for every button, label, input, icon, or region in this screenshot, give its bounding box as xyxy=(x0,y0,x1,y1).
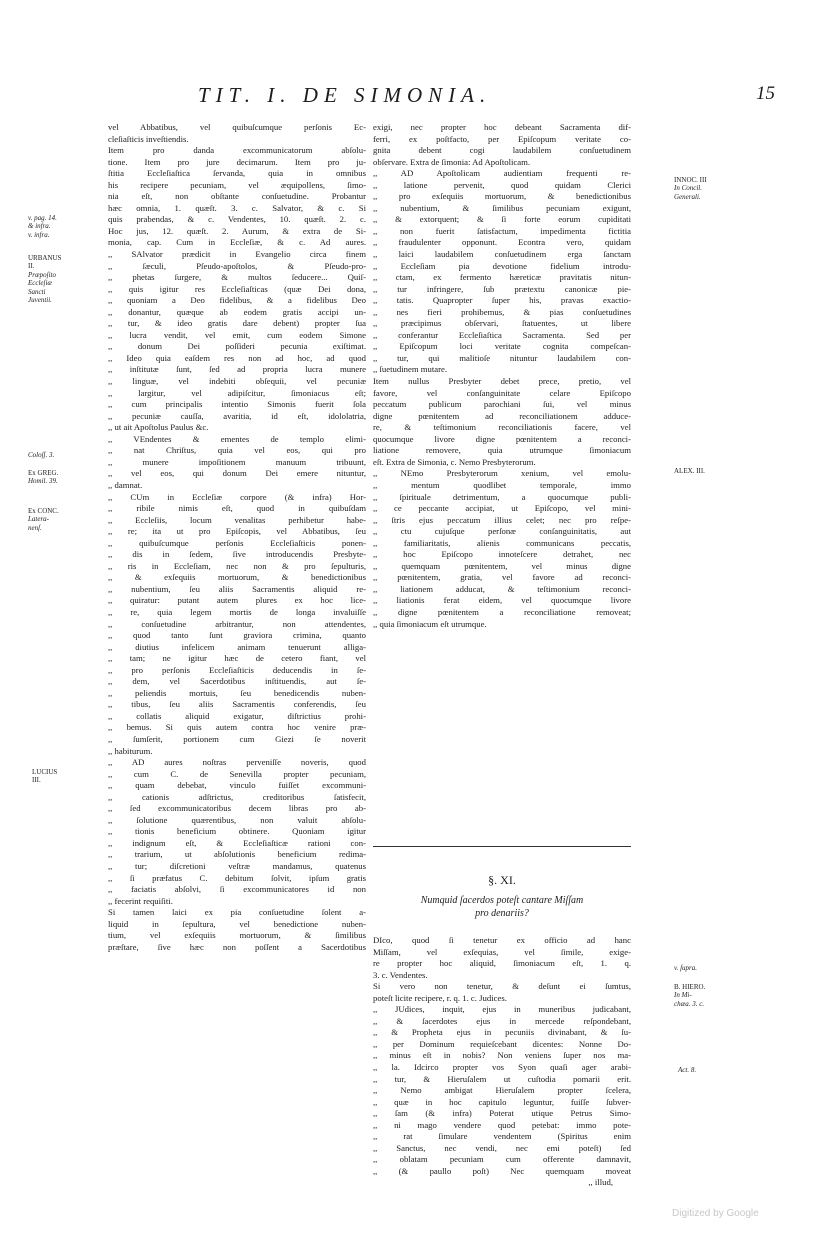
text-line: ,, largitur, vel adipiſcitur, ſimoniacus eſt; xyxy=(108,387,366,398)
text-line: ,, mentum quodlibet temporale, immo xyxy=(373,479,631,490)
text-line: ,, ribile nimis eſt, quod in quibuſdam xyxy=(108,503,366,514)
text-line: ,, tam; ne igitur hæc de cetero fiant, vel xyxy=(108,653,366,664)
text-line: ,, quæ in hoc capitulo leguntur, fuiſſe ſubver- xyxy=(373,1096,631,1107)
text-line: ,, pecuniæ cauſſa, avaritia, id eſt, idololatria, xyxy=(108,410,366,421)
text-line: ,, tibus, ſeu aliis Sacramentis conferendis, ſeu xyxy=(108,699,366,710)
text-line: ,, AD aures noſtras perveniſſe noveris, quod xyxy=(108,757,366,768)
text-line: ,, fecerint requiſiti. xyxy=(108,895,173,906)
text-line: ,, pro exſequiis mortuorum, & benedictionibus xyxy=(373,191,631,202)
text-line: ,, re, quia legem mortis de longa invaluiſſe xyxy=(108,606,366,617)
text-line: ,, & exſequiis mortuorum, & benedictionibus xyxy=(108,572,366,583)
section-heading: §. XI. xyxy=(488,873,516,887)
text-line: ,, nat Chriſtus, quia vel eos, qui pro xyxy=(108,445,366,456)
text-line: ,, quemquam pœnitentem, vel minus digne xyxy=(373,560,631,571)
text-line: ,, inſtitutæ ſunt, ſed ad propria lucra munere xyxy=(108,364,366,375)
text-line: eſt. Extra de Simonia, c. Nemo Presbyterorum. xyxy=(373,456,536,467)
text-line: ,, re; ita ut pro Epiſcopis, vel Abbatibus, ſeu xyxy=(108,526,366,537)
text-line: liatione removere, quia utrumque ſimoniacum xyxy=(373,445,631,456)
text-line: ,, ut ait Apoſtolus Paulus &c. xyxy=(108,422,209,433)
margin-note-supra: v. ſupra. xyxy=(674,964,698,972)
text-line: ,, indignum eſt, & Eccleſiaſticæ rationi con- xyxy=(108,837,366,848)
text-line: ,, & Propheta ejus in pecuniis divinabant, & ſu- xyxy=(373,1027,631,1038)
text-line: ,, nubentium, & ſimilibus pecuniam exigunt, xyxy=(373,202,631,213)
text-line: ,, ſumſerit, portionem cum Giezi ſe noverit xyxy=(108,733,366,744)
text-line: ,, AD Apoſtolicam audientiam frequenti re- xyxy=(373,168,631,179)
text-line: ,, & ſacerdotes ejus in mercede reſpondebant, xyxy=(373,1015,631,1026)
text-line: quis prabendas, & c. Vendentes, 10. quæſt. 2. c. xyxy=(108,214,366,225)
text-line: ,, laici laudabilem conſuetudinem erga ſanctam xyxy=(373,249,631,260)
text-line: ,, habiturum. xyxy=(108,745,153,756)
text-line: re propter hoc aliquid, ſimoniacum eſt, 1. q. xyxy=(373,958,631,969)
text-line: liquid in ſepultura, vel benedictione nuben- xyxy=(108,918,366,929)
text-line: ,, NEmo Presbyterorum xenium, vel emolu- xyxy=(373,468,631,479)
text-line: ,, minus eſt in nobis? Non veniens ſuper nos ma- xyxy=(373,1050,631,1061)
text-line: ,, donum Dei poſſideri pecunia exiſtimat. xyxy=(108,341,366,352)
text-line: Si vero non tenetur, & deſunt ei ſumtus, xyxy=(373,981,631,992)
digitization-watermark: Digitized by Google xyxy=(672,1208,759,1219)
text-line: ,, VEndentes & ementes de templo elimi- xyxy=(108,433,366,444)
text-line: nia eſt, non obſtante conſuetudine. Probantur xyxy=(108,191,366,202)
section-question xyxy=(373,894,631,920)
text-line: hæc omnia, 1. quæſt. 3. c. Salvator, & c. Si xyxy=(108,202,366,213)
text-line: ,, digne pœnitentem a reconciliatione removeat; xyxy=(373,606,631,617)
text-line: ,, collatis aliquid exigatur, diſtrictius prohi- xyxy=(108,710,366,721)
text-line: ,, tur, qui malitioſe nituntur laudabilem con- xyxy=(373,352,631,363)
text-line: ,, ctam, ex fermento hæreticæ pravitatis nitun- xyxy=(373,272,631,283)
text-line: ,, oblatam pecuniam cum offerente damnavit, xyxy=(373,1154,631,1165)
margin-note-alexander: ALEX. III. xyxy=(674,467,705,475)
text-line: ,, ſi præfatus C. debitum ſolvit, ipſum gratis xyxy=(108,872,366,883)
text-line: ,, faciatis abſolvi, ſi excommunicatores id non xyxy=(108,884,366,895)
text-line: ,, dis in ſedem, ſive introducendis Presbyte- xyxy=(108,549,366,560)
text-line: ,, ſæculi, Pſeudo-apoſtolos, & Pſeudo-pro- xyxy=(108,260,366,271)
text-line: ,, latione pervenit, quod quidam Clerici xyxy=(373,179,631,190)
text-line: ,, tur, & Hieruſalem ut cuſtodia pomarii erit. xyxy=(373,1073,631,1084)
text-line: ,, ſam (& infra) Poterat utique Petrus Simo- xyxy=(373,1108,631,1119)
text-line: ,, diutius infelicem animam tenuerunt alliga- xyxy=(108,641,366,652)
text-line: ,, conferantur Eccleſiaſtica Sacramenta. Sed per xyxy=(373,329,631,340)
text-line: ,, pro perſonis Eccleſiaſticis deducendis in ſe- xyxy=(108,664,366,675)
text-line: ,, pœnitentem, gratia, vel favore ad reconci- xyxy=(373,572,631,583)
text-line: ferri, ex poſtfacto, per Epiſcopum veritate co- xyxy=(373,133,631,144)
text-line: ,, vel eos, qui donum Dei emere nituntur, xyxy=(108,468,366,479)
text-line: Miſſam, vel exſequias, vel ſimile, exige- xyxy=(373,946,631,957)
margin-note-lucius: LUCIUS III. xyxy=(32,768,58,785)
text-line: ,, ſuetudinem mutare. xyxy=(373,364,448,375)
text-line: poteſt licite recipere, r. q. 1. c. Judices. xyxy=(373,992,507,1003)
catchword: ,, illud, xyxy=(588,1177,613,1188)
margin-note-jerome: B. HIERO. In Mi- chæa. 3. c. xyxy=(674,983,706,1008)
text-line: ,, ni mago vendere quod petebat: immo pote- xyxy=(373,1119,631,1130)
text-line: ,, rat ſimulare vendentem (Spiritus enim xyxy=(373,1131,631,1142)
text-line: ,, la. Idcirco propter vos Syon quaſi ager arabi- xyxy=(373,1062,631,1073)
text-line: ,, phetas ſurgere, & multos ſeducere... Quiſ- xyxy=(108,272,366,283)
text-line: ,, tur; diſcretioni veſtræ mandamus, quatenus xyxy=(108,861,366,871)
text-line: ,, quibuſcumque perſonis Eccleſiaſticis ponen- xyxy=(108,537,366,548)
text-line: ,, nubentium, ſeu aliis Sacramentis aliquid re- xyxy=(108,583,366,594)
text-line: favore, vel conſanguinitate celare Epiſcopo xyxy=(373,387,631,398)
text-line: monia, cap. Cum in Eccleſiæ, & c. Ad aures. xyxy=(108,237,366,248)
text-line: ,, Epiſcopum loci veritate cognita compeſcan- xyxy=(373,341,631,352)
text-line: ,, Ideo quia eaſdem res non ad hoc, ad quod xyxy=(108,352,366,363)
margin-note-colossians: Coloſſ. 3. xyxy=(28,451,55,459)
text-line: ,, peliendis mortuis, ſeu benedicendis nuben- xyxy=(108,687,366,698)
text-line: tione. Item pro jure decimarum. Item pro ju- xyxy=(108,156,366,167)
text-line: vel Abbatibus, vel quibuſcumque perſonis Ec- xyxy=(108,122,366,132)
text-line: ,, ris in Eccleſiam, nec non & pro ſepulturis, xyxy=(108,560,366,571)
text-line: ,, tur infringere, ſub prætextu canonicæ pie- xyxy=(373,283,631,294)
text-line: ,, JUdices, inquit, ejus in muneribus judicabant, xyxy=(373,1004,631,1015)
text-line: Si tamen laici ex pia conſuetudine ſolent a- xyxy=(108,907,366,918)
text-line: re, & teſtimonium reconciliationis facere, vel xyxy=(373,422,631,433)
text-line: ,, dem, vel Sacerdotibus inſtituendis, aut ſe- xyxy=(108,676,366,687)
text-line: ,, præcipimus obſervari, ſtatuentes, ut libere xyxy=(373,318,631,329)
margin-note-urbanus: URBANUS II. Præpoſito Eccleſiæ Sancti Juventii. xyxy=(28,254,62,305)
text-line: exigi, nec propter hoc debeant Sacramenta dif- xyxy=(373,122,631,132)
text-line: ,, liationis ferat eidem, vel quocumque livore xyxy=(373,595,631,606)
text-line: ,, Eccleſiam pia devotione fidelium introdu- xyxy=(373,260,631,271)
page-number: 15 xyxy=(756,83,775,104)
text-line: ,, lucra vendit, vel emit, cum eodem Simone xyxy=(108,329,366,340)
text-line: ,, quod tanto ſunt graviora crimina, quanto xyxy=(108,630,366,641)
text-line: obſervare. Extra de ſimonia: Ad Apoſtolicam. xyxy=(373,156,531,167)
right-text-column-lower xyxy=(373,935,631,1189)
text-line: ,, tatis. Quapropter ſuper his, pravas exactio- xyxy=(373,295,631,306)
text-line: ,, trarium, ut abſolutionis beneficium redima- xyxy=(108,849,366,860)
text-line: ,, quis igitur res Eccleſiaſticas (quæ Dei dona, xyxy=(108,283,366,294)
text-line: tium, vel exſequiis mortuorum, & ſimilibus xyxy=(108,930,366,941)
text-line: DIco, quod ſi tenetur ex officio ad hanc xyxy=(373,935,631,945)
right-text-column xyxy=(373,122,631,630)
text-line: cleſiaſticis inveſtiendis. xyxy=(108,133,189,144)
text-line: ,, non fuerit ſatisfactum, impedimenta fictitia xyxy=(373,225,631,236)
text-line: his recipere pecuniam, vel æquipollens, ſimo- xyxy=(108,179,366,190)
text-line: digne pœnitentem ad reconciliationem adduce- xyxy=(373,410,631,421)
question-line: Numquid ſacerdos poteſt cantare Miſſam xyxy=(420,895,584,906)
text-line: quocumque livore digne pœnitentem a reconci- xyxy=(373,433,631,444)
text-line: peccatum publicum parochiani ſui, vel minus xyxy=(373,399,631,410)
section-divider xyxy=(373,846,631,847)
text-line: ,, ſolutione quærentibus, non valuit abſolu- xyxy=(108,814,366,825)
left-text-column xyxy=(108,122,366,953)
text-line: ,, quoniam a Deo fidelibus, & a fidelibus Deo xyxy=(108,295,366,306)
text-line: Item nullus Presbyter debet prece, pretio, vel xyxy=(373,376,631,387)
text-line: ,, ſtris ejus peccatum illius celet; nec pro reſpe- xyxy=(373,514,631,525)
text-line: ,, (& paullo poſt) Nec quemquam moveat xyxy=(373,1165,631,1176)
text-line: ,, Sanctus, nec vendi, nec emi poteſt) ſed xyxy=(373,1142,631,1153)
text-line: ,, ctu cujuſque perſonæ conſanguinitatis, aut xyxy=(373,526,631,537)
margin-note-cross-reference: v. pag. 14. & infra. v. infra. xyxy=(28,214,57,239)
text-line: ,, per Dominum requieſcebant dicentes: Nonne Do- xyxy=(373,1038,631,1049)
text-line: ,, Nemo ambigat Hieruſalem propter ſcelera, xyxy=(373,1085,631,1096)
text-line: ,, cum principalis intentio Simonis fuerit ſola xyxy=(108,399,366,410)
margin-note-acts: Act. 8. xyxy=(678,1066,697,1074)
text-line: ,, & extorquent; & ſi forte eorum cupiditati xyxy=(373,214,631,225)
text-line: ,, tionis beneficium obtinere. Quoniam igitur xyxy=(108,826,366,837)
text-line: ,, ſpirituale detrimentum, a quocumque publi- xyxy=(373,491,631,502)
text-line: ,, cum C. de Senevilla propter pecuniam, xyxy=(108,768,366,779)
text-line: ,, bemus. Si quis autem contra hoc venire præ- xyxy=(108,722,366,733)
margin-note-lateran-council: Ex CONC. Latera- nenſ. xyxy=(28,507,59,532)
text-line: præſtare, ſive hæc non poſſent a Sacerdotibus xyxy=(108,941,366,952)
text-line: 3. c. Vendentes. xyxy=(373,969,428,980)
text-line: ,, liationem adducat, & teſtimonium reconci- xyxy=(373,583,631,594)
text-line: ,, munere impoſitionem manuum tribuunt, xyxy=(108,456,366,467)
text-line: ,, tur, & ideo gratis dare debent) propter ſua xyxy=(108,318,366,329)
text-line: ,, conſuetudine arbitrantur, non attendentes, xyxy=(108,618,366,629)
text-line: ,, damnat. xyxy=(108,479,143,490)
margin-note-innocent: INNOC. III In Concil. Generali. xyxy=(674,176,707,201)
text-line: ,, familiaritatis, alienis communicans peccatis, xyxy=(373,537,631,548)
text-line: ,, SAlvator prædicit in Evangelio circa finem xyxy=(108,249,366,260)
text-line: gnita debent cogi laudabilem conſuetudinem xyxy=(373,145,631,156)
text-line: Hoc jus, 12. quæſt. 2. Aurum, & extra de Si- xyxy=(108,225,366,236)
text-line: ,, linguæ, vel indebiti obſequii, vel pecuniæ xyxy=(108,376,366,387)
text-line: ,, quiratur: putant autem plures ex hoc lice- xyxy=(108,595,366,606)
margin-note-gregory: Ex GREG. Homil. 39. xyxy=(28,469,59,486)
text-line: ſtitia Eccleſiaſtica ſervanda, quia in omnibus xyxy=(108,168,366,179)
text-line: ,, fraudulenter opponunt. Econtra vero, quidam xyxy=(373,237,631,248)
text-line: ,, Eccleſiis, locum venalitas perhibetur habe- xyxy=(108,514,366,525)
text-line: ,, donantur, quæque ab eodem gratis accipi un- xyxy=(108,306,366,317)
text-line: ,, hoc Epiſcopo innoteſcere detrahet, nec xyxy=(373,549,631,560)
question-line: pro denariis? xyxy=(475,908,529,919)
text-line: Item pro danda excommunicatorum abſolu- xyxy=(108,145,366,156)
running-title: TIT. I. DE SIMONIA. xyxy=(198,83,492,107)
text-line: ,, ce peccante accipiat, ut Epiſcopo, vel mini- xyxy=(373,503,631,514)
text-line: ,, ſed excommunicatoribus decem libras pro ab- xyxy=(108,803,366,814)
text-line: ,, CUm in Eccleſiæ corpore (& infra) Hor- xyxy=(108,491,366,502)
text-line: ,, nes fieri prohibemus, & pias conſuetudines xyxy=(373,306,631,317)
text-line: ,, quia ſimoniacum eſt utrumque. xyxy=(373,618,487,629)
text-line: ,, quam debebat, vinculo fuiſſet excommuni- xyxy=(108,780,366,791)
text-line: ,, cationis adſtrictus, creditoribus ſatisfecit, xyxy=(108,791,366,802)
